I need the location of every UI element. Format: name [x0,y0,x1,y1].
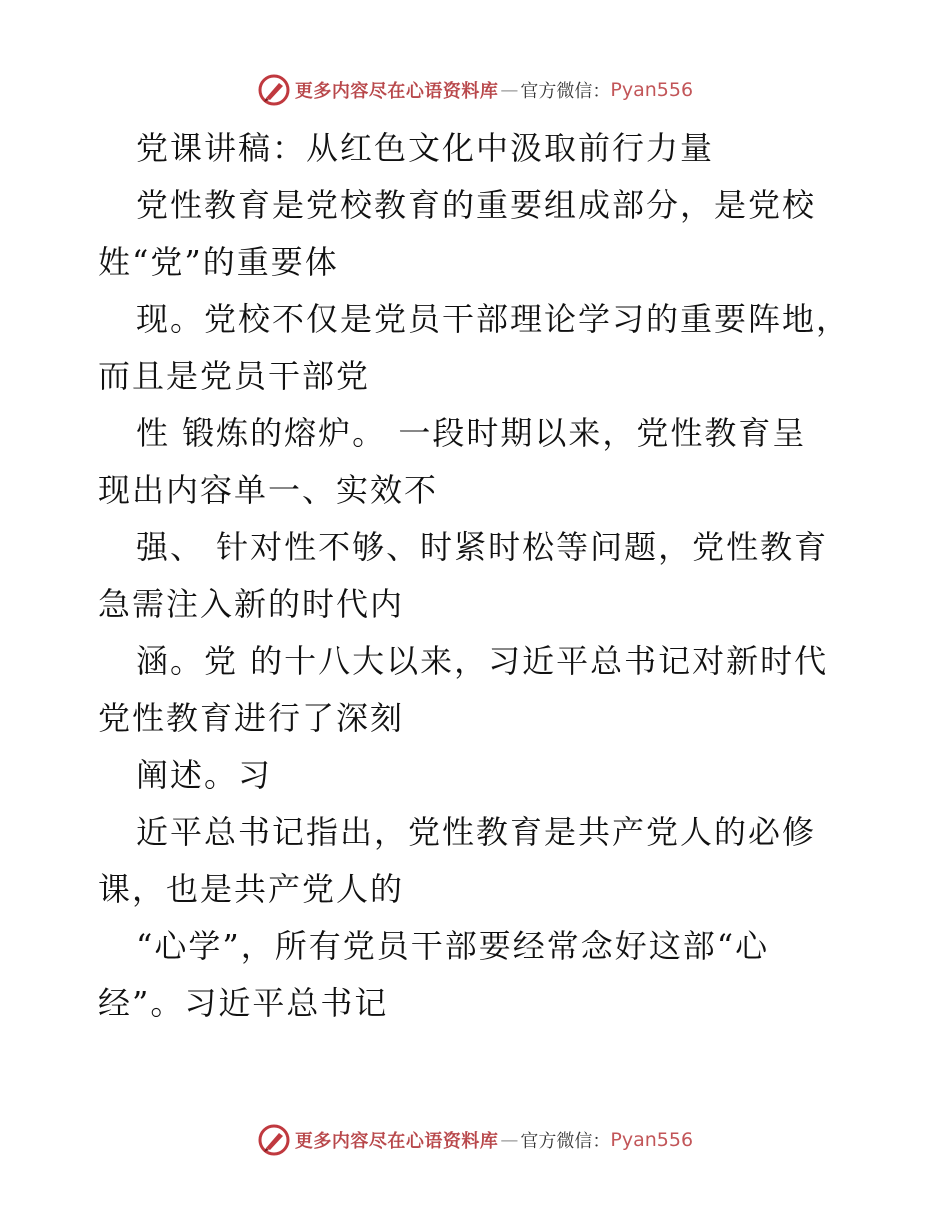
banner-promo-text: 更多内容尽在心语资料库 [294,81,499,102]
banner-wechat-id: Pyan556 [610,1129,694,1151]
banner-separator: — [500,1129,519,1151]
text-line: 经”。习近平总书记 [98,984,389,1022]
text-line: 涵。党 的十八大以来，习近平总书记对新时代 [136,642,829,680]
text-line: 党性教育进行了深刻 [98,699,405,737]
text-line: 姓“党”的重要体 [98,243,339,281]
banner-wechat-label: 官方微信： [520,1131,611,1152]
pen-logo-icon [257,73,291,107]
text-line: 党性教育是党校教育的重要组成部分，是党校 [136,186,817,224]
banner-wechat-label: 官方微信： [520,81,611,102]
banner-wechat-id: Pyan556 [610,79,694,101]
text-line: 现。党校不仅是党员干部理论学习的重要阵地， [136,300,851,338]
text-line: “心学”，所有党员干部要经常念好这部“心 [136,927,770,965]
banner-separator: — [500,79,519,101]
banner-promo-text: 更多内容尽在心语资料库 [294,1131,499,1152]
header-banner [0,70,950,110]
pen-logo-icon [257,1123,291,1157]
text-line: 课，也是共产党人的 [98,870,405,908]
text-line: 阐述。习 [136,756,273,794]
footer-banner [0,1120,950,1160]
text-line: 急需注入新的时代内 [98,585,405,623]
text-line: 强、 针对性不够、时紧时松等问题，党性教育 [136,528,829,566]
text-line: 性 锻炼的熔炉。 一段时期以来，党性教育呈 [136,414,807,452]
text-line: 现出内容单一、实效不 [98,471,439,509]
text-line: 而且是党员干部党 [98,357,371,395]
document-title: 党课讲稿：从红色文化中汲取前行力量 [136,129,715,167]
text-line: 近平总书记指出，党性教育是共产党人的必修 [136,813,817,851]
